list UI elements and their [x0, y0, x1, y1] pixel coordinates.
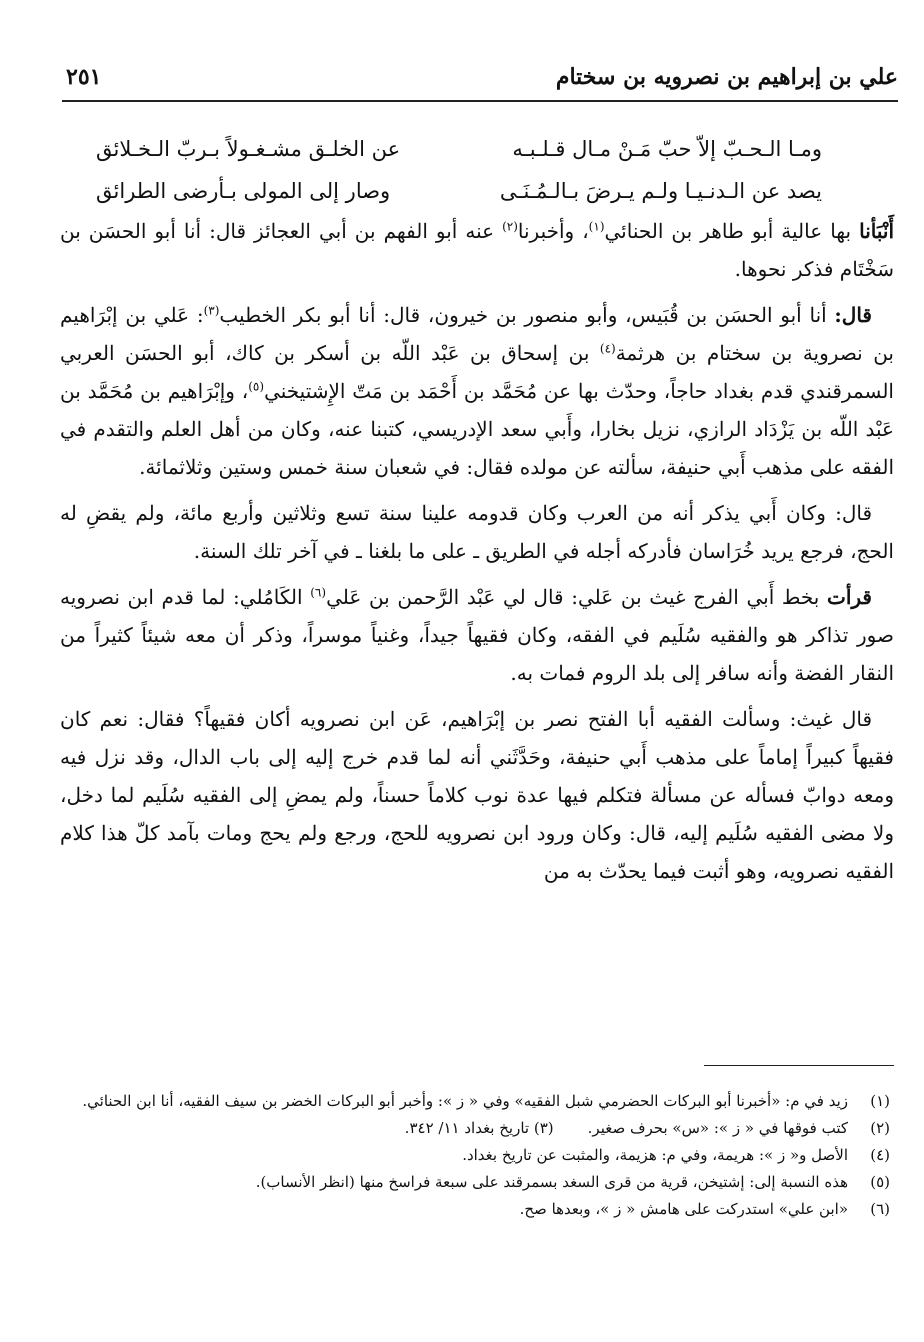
footnote-ref-3[interactable]: (٣) [203, 303, 220, 318]
verse-2-second-hemistich: وصار إلى المولى بـأرضى الطرائق [96, 179, 391, 203]
footnote-1 [60, 1088, 890, 1115]
footnote-2-3 [60, 1115, 890, 1142]
footnote-ref-2[interactable]: (٢) [502, 219, 518, 234]
running-header [62, 58, 898, 102]
verse-1-first-hemistich: ومـا الـحـبّ إلاّ حبّ مَـنْ مـال قـلـبـه [512, 137, 822, 161]
paragraph-text: الكَامُلي: لما قدم ابن نصرويه صور تذاكر هو والفقيه سُلَيم في الفقه، وكان فقيهاً جيداً، وغنياً موسراً، وذكر أن معه شيئاً كثيراً من النقار الفضة وأنه سافر إلى بلد الروم فمات به. [60, 585, 894, 685]
paragraph-text: بها عالية أبو طاهر بن الحنائي [604, 219, 860, 243]
footnote-ref-4[interactable]: (٤) [599, 341, 616, 356]
paragraph-text: : عَلي بن إبْرَاهيم بن نصروية بن سختام بن هرثمة [60, 303, 894, 365]
main-text [60, 128, 894, 898]
paragraph-3: قال: وكان أَبي يذكر أنه من العرب وكان قدومه علينا سنة تسع وثلاثين وأربع مائة، ولم يقضِ له الحج، فرجع يريد خُرَاسان فأدركه أجله في الطريق ـ على ما بلغنا ـ في آخر تلك السنة. [60, 501, 894, 563]
paragraph-text: أنا أبو الحسَن بن قُبَيس، وأبو منصور بن خيرون، قال: أنا أبو بكر الخطيب [219, 303, 835, 327]
footnote-ref-5[interactable]: (٥) [248, 379, 265, 394]
paragraph-lead-word: قرأت [827, 585, 872, 609]
footnote-ref-6[interactable]: (٦) [310, 585, 327, 600]
footnote-separator [704, 1065, 894, 1066]
footnotes [60, 1088, 890, 1223]
footnote-number: (٥) [870, 1173, 890, 1191]
footnote-text: «ابن علي» استدركت على هامش « ز »، وبعدها صح. [519, 1200, 848, 1218]
verse-2-first-hemistich: يصد عن الـدنـيـا ولـم يـرضَ بـالـمُـنَـى [499, 179, 822, 203]
paragraph-text: بخط أَبي الفرج غيث بن عَلي: قال لي عَبْد الرَّحمن بن عَلي [326, 585, 828, 609]
footnote-6 [60, 1196, 890, 1223]
footnote-5 [60, 1169, 890, 1196]
paragraph-text: ، وأخبرنا [517, 219, 589, 243]
paragraph-4 [60, 578, 894, 692]
footnote-number: (٤) [870, 1146, 890, 1164]
paragraph-2 [60, 296, 894, 486]
footnote-ref-1[interactable]: (١) [588, 219, 605, 234]
footnote-number: (١) [870, 1092, 890, 1110]
paragraph-text: ، وإبْرَاهيم بن مُحَمَّد بن عَبْد اللّه بن يَزْدَاد الرازي، نزيل بخارا، وأَبي سعد الإدريسي، كتبنا عنه، وكان من أهل العلم والتقدم في الفقه على مذهب أَبي حنيفة، سألته عن مولده فقال: في شعبان سنة خمس وستين وثلاثمائة. [60, 379, 894, 479]
verse-1-second-hemistich: عن الخلـق مشـغـولاً بـربّ الـخـلائق [96, 137, 401, 161]
footnote-text: هذه النسبة إلى: إشتيخن، قرية من قرى السغد بسمرقند على سبعة فراسخ منها (انظر الأنساب). [255, 1173, 848, 1191]
paragraph-lead-word: قال: [834, 303, 872, 327]
paragraph-text: بن إسحاق بن عَبْد اللّه بن أسكر بن كاك، أبو الحسَن العربي السمرقندي قدم بغداد حاجاً، وحدّث بها عن مُحَمَّد بن أَحْمَد بن مَتّ الإِشتيخني [60, 341, 894, 403]
footnote-4 [60, 1142, 890, 1169]
footnote-text: زيد في م: «أخبرنا أبو البركات الحضرمي شبل الفقيه» وفي « ز »: وأخبر أبو البركات الخضر بن سيف الفقيه، أنا ابن الحنائي. [82, 1092, 848, 1110]
page-number: ٢٥١ [66, 64, 102, 90]
footnote-text: الأصل و« ز »: هريمة، وفي م: هزيمة، والمثبت عن تاريخ بغداد. [462, 1146, 848, 1164]
footnote-text: كتب فوقها في « ز »: «س» بحرف صغير. [587, 1119, 848, 1137]
paragraph-text: عنه أبو الفهم بن أبي العجائز قال: أنا أبو الحسَن بن سَخْتَام فذكر نحوها. [60, 219, 894, 281]
footnote-number: (٣) [533, 1119, 554, 1137]
paragraph-5: قال غيث: وسألت الفقيه أبا الفتح نصر بن إبْرَاهيم، عَن ابن نصرويه أكان فقيهاً؟ فقال: نعم كان فقيهاً كبيراً إماماً على مذهب أَبي حنيفة، وحَدَّثَني أنه لما قدم خرج إليه إلى باب الدال، وقد نزل فيه ومعه دوابّ فسأله عن مسألة فتكلم فيها عدة نوب كلاماً حسناً، ولم يمضِ إلى الفقيه سُلَيم لما دخل، ولا مضى الفقيه سُلَيم إليه، قال: وكان ورود ابن نصرويه للحج، ورجع ولم يحج ومات بآمد كلّ هذا كلام الفقيه نصرويه، وهو أثبت فيما يحدّث به من [60, 707, 894, 883]
running-title: علي بن إبراهيم بن نصرويه بن سختام [555, 64, 898, 90]
paragraph-1 [60, 212, 894, 288]
paragraph-lead-word: أَنْبَأنا [859, 219, 895, 243]
verse-line-1 [60, 128, 894, 170]
footnote-number: (٦) [870, 1200, 890, 1218]
footnote-text: تاريخ بغداد ١١/ ٣٤٢. [404, 1119, 530, 1137]
verse-line-2 [60, 170, 894, 212]
footnote-number: (٢) [870, 1119, 890, 1137]
